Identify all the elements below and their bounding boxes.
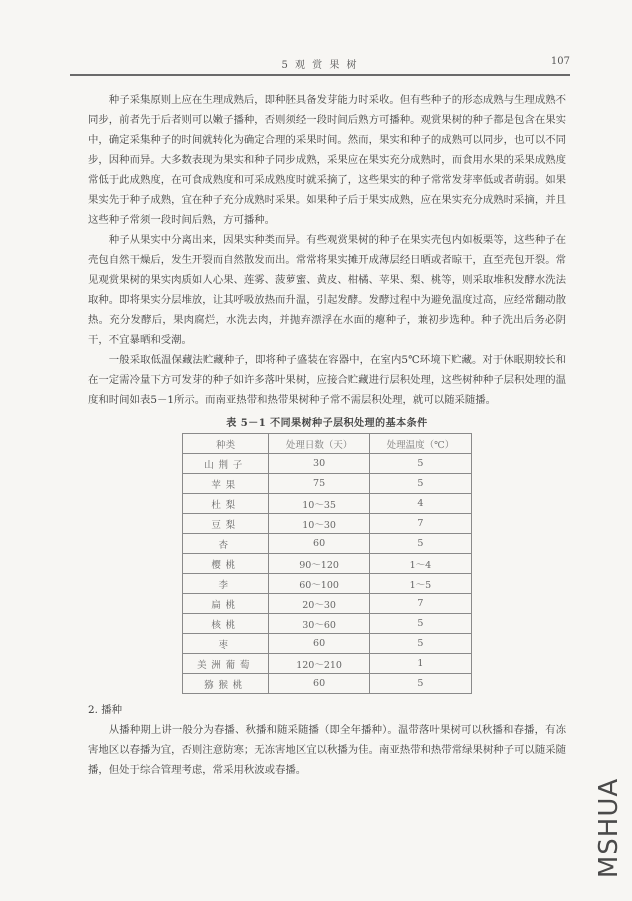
cell-days: 60～100 bbox=[269, 574, 369, 594]
paragraph-sowing: 从播种期上讲一般分为春播、秋播和随采随播（即全年播种）。温带落叶果树可以秋播和春播，有冻害地区以春播为宜，否则注意防寒；无冻害地区宜以秋播为佳。南亚热带和热带常绿果树种子可以随采随播，但处于综合管理考虑，常采用秋波或春播。 bbox=[88, 724, 566, 776]
cell-temperature: 4 bbox=[369, 494, 471, 514]
cell-days: 30～60 bbox=[269, 614, 369, 634]
cell-temperature: 5 bbox=[369, 614, 471, 634]
cell-temperature: 5 bbox=[369, 474, 471, 494]
cell-species: 山荆子 bbox=[183, 454, 269, 474]
cell-days: 120～210 bbox=[269, 654, 369, 674]
table-row bbox=[183, 614, 472, 634]
cell-days: 75 bbox=[269, 474, 369, 494]
cell-temperature: 1 bbox=[369, 654, 471, 674]
cell-species: 扁桃 bbox=[183, 594, 269, 614]
cell-temperature: 1～5 bbox=[369, 574, 471, 594]
cell-species: 美洲葡萄 bbox=[183, 654, 269, 674]
cell-temperature: 7 bbox=[369, 594, 471, 614]
table-row bbox=[183, 454, 472, 474]
running-header bbox=[70, 56, 570, 76]
cell-days: 10～30 bbox=[269, 514, 369, 534]
chapter-title: 5 观 赏 果 树 bbox=[281, 60, 359, 71]
cell-days: 20～30 bbox=[269, 594, 369, 614]
table-row bbox=[183, 654, 472, 674]
cell-species: 枣 bbox=[183, 634, 269, 654]
stratification-table bbox=[182, 433, 472, 694]
table-row bbox=[183, 554, 472, 574]
header-temperature: 处理温度（℃） bbox=[369, 434, 471, 454]
page-number: 107 bbox=[550, 56, 570, 67]
section-heading-sowing: 2. 播种 bbox=[88, 704, 122, 716]
watermark-logo bbox=[594, 770, 624, 886]
cell-days: 60 bbox=[269, 674, 369, 694]
table-row bbox=[183, 474, 472, 494]
table-caption: 表 5－1 不同果树种子层积处理的基本条件 bbox=[226, 418, 428, 429]
paragraph-seed-collection: 种子采集原则上应在生理成熟后，即种胚具备发芽能力时采收。但有些种子的形态成熟与生理成熟不同步，前者先于后者则可以嫩子播种，否则须经一段时间后熟方可播种。观赏果树的种子都是包含在果实中，确定采集种子的时间就转化为确定合理的采果时间。然而，果实和种子的成熟可以同步，也可以不同步，因种而异。大多数表现为果实和种子同步成熟，采果应在果实充分成熟时，而食用水果的采果成熟度常低于此成熟度，在可食成熟度和可采成熟度时就采摘了，这些果实的种子常常发芽率低或者萌弱。如果果实先于种子成熟，宜在种子充分成熟时采果。如果种子后于果实成熟，应在果实充分成熟时采摘，并且这些种子常须一段时间后熟，方可播种。 bbox=[88, 94, 566, 226]
cell-days: 90～120 bbox=[269, 554, 369, 574]
cell-temperature: 1～4 bbox=[369, 554, 471, 574]
header-species: 种类 bbox=[183, 434, 269, 454]
cell-species: 杜梨 bbox=[183, 494, 269, 514]
table-row bbox=[183, 634, 472, 654]
table-row bbox=[183, 494, 472, 514]
header-days: 处理日数（天） bbox=[269, 434, 369, 454]
table-row bbox=[183, 514, 472, 534]
cell-species: 猕猴桃 bbox=[183, 674, 269, 694]
cell-species: 樱桃 bbox=[183, 554, 269, 574]
cell-temperature: 5 bbox=[369, 454, 471, 474]
cell-temperature: 5 bbox=[369, 634, 471, 654]
cell-species: 李 bbox=[183, 574, 269, 594]
cell-species: 苹果 bbox=[183, 474, 269, 494]
table-row bbox=[183, 594, 472, 614]
cell-temperature: 5 bbox=[369, 534, 471, 554]
cell-species: 豆梨 bbox=[183, 514, 269, 534]
table-row bbox=[183, 574, 472, 594]
table-row bbox=[183, 534, 472, 554]
watermark-text: MSHUA bbox=[594, 777, 624, 879]
paragraph-seed-storage: 一般采取低温保藏法贮藏种子，即将种子盛装在容器中，在室内5℃环境下贮藏。对于休眠期较长和在一定需冷量下方可发芽的种子如许多落叶果树，应接合贮藏进行层积处理，这些树种种子层积处理的温度和时间如表5－1所示。而南亚热带和热带果树种子常不需层积处理，就可以随采随播。 bbox=[88, 354, 566, 406]
cell-species: 核桃 bbox=[183, 614, 269, 634]
cell-days: 30 bbox=[269, 454, 369, 474]
table-row bbox=[183, 674, 472, 694]
page-body bbox=[88, 90, 566, 780]
paragraph-seed-extraction: 种子从果实中分离出来，因果实种类而异。有些观赏果树的种子在果实壳包内如板栗等，这些种子在壳包自然干燥后，发生开裂而自然散发而出。常常将果实摊开成薄层经日晒或者晾干，直至壳包开裂。常见观赏果树的果实肉质如人心果、莲雾、菠萝蜜、黄皮、柑橘、苹果、梨、桃等，则采取堆积发酵水洗法取种。即将果实分层堆放，让其呼吸放热而升温，引起发酵。发酵过程中为避免温度过高，应经常翻动散热。充分发酵后，果肉腐烂，水洗去肉，并抛弃漂浮在水面的瘪种子，兼初步选种。种子洗出后务必阴干，不宜暴晒和受潮。 bbox=[88, 234, 566, 346]
cell-temperature: 7 bbox=[369, 514, 471, 534]
cell-days: 60 bbox=[269, 534, 369, 554]
cell-days: 10～35 bbox=[269, 494, 369, 514]
cell-species: 杏 bbox=[183, 534, 269, 554]
cell-days: 60 bbox=[269, 634, 369, 654]
cell-temperature: 5 bbox=[369, 674, 471, 694]
table-header-row bbox=[183, 434, 472, 454]
